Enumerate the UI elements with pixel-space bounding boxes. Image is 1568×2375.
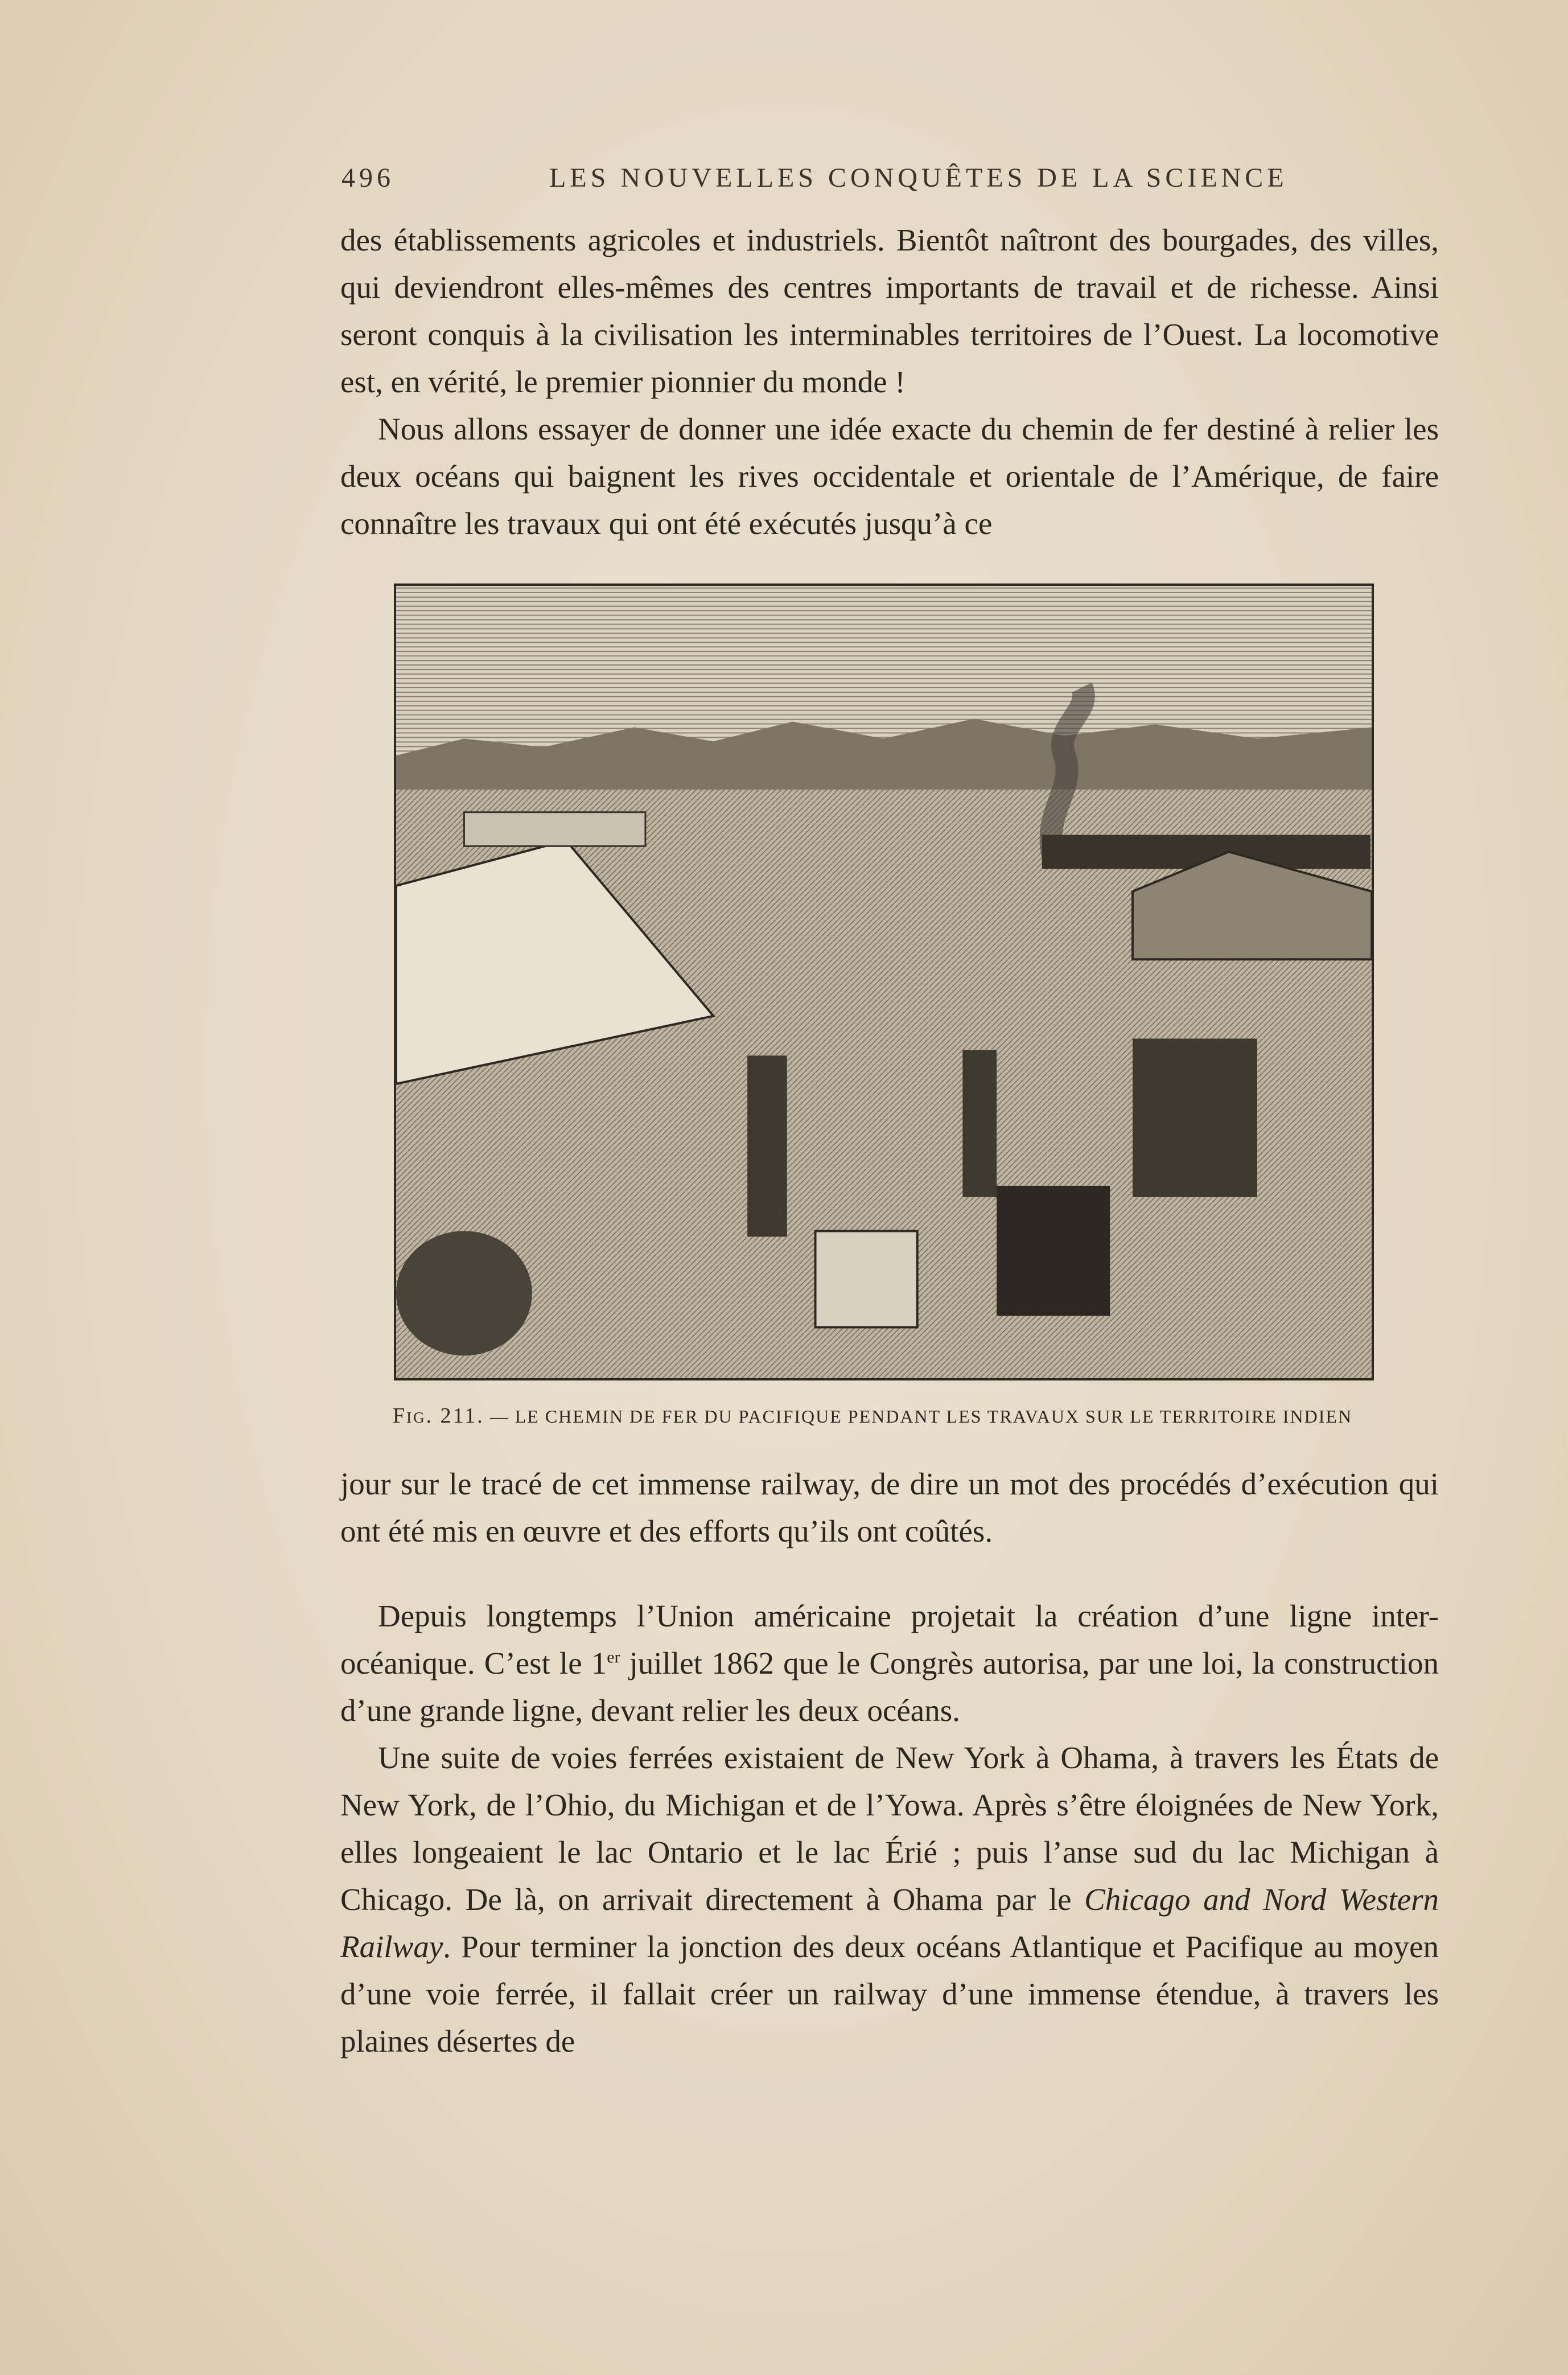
railway-name: Chicago and Nord Western Railway bbox=[340, 1882, 1439, 1964]
top-text-block bbox=[340, 216, 1439, 547]
barrels bbox=[396, 1231, 532, 1355]
workers bbox=[1133, 1038, 1257, 1197]
figure-group bbox=[962, 1050, 997, 1197]
running-head bbox=[341, 162, 1440, 202]
paragraph-1: des établissements agricoles et industriels. Bientôt naîtront des bourgades, des villes, qui deviendront elles-mêmes des centres importants de travail et de richesse. Ainsi seront conquis à la civilisation les interminables territoires de l’Ouest. La locomotive est, en vérité, le premier pionnier du monde ! bbox=[340, 223, 1439, 399]
superscript-er: er bbox=[607, 1647, 620, 1667]
paragraph-5-part-1: Une suite de voies ferrées existaient de New York à Ohama, à travers les États de New York, de l’Ohio, du Michigan et de l’Yowa. Après s’être éloignées de New York, elles longeaient le lac Ontario et le lac Érié ; puis l’anse sud du lac Michigan à Chicago. De là, on arrivait directement à Ohama par le bbox=[340, 1740, 1439, 1917]
paragraph-4 bbox=[340, 1592, 1439, 1734]
engraving-drawing bbox=[396, 586, 1372, 1378]
figure-caption-text: — LE CHEMIN DE FER DU PACIFIQUE PENDANT LES TRAVAUX SUR LE TERRITOIRE INDIEN bbox=[484, 1406, 1353, 1427]
crate bbox=[816, 1231, 917, 1327]
wagons bbox=[464, 812, 645, 847]
paragraph-3: jour sur le tracé de cet immense railway, de dire un mot des procédés d’exécution qui ont été mis en œuvre et des efforts qu’ils ont coûtés. bbox=[340, 1466, 1439, 1548]
paragraph-4-part-1: Depuis longtemps l’Union américaine projetait la création d’une ligne inter-océanique. C’est le 1 bbox=[340, 1599, 1439, 1680]
paragraph-5-part-2: . Pour terminer la jonction des deux océans Atlantique et Pacifique au moyen d’une voie ferrée, il fallait créer un railway d’une immense étendue, à travers les plaines désertes de bbox=[340, 1929, 1439, 2058]
figure-caption bbox=[393, 1403, 1434, 1428]
engraving-illustration bbox=[394, 584, 1374, 1380]
lower-text-block bbox=[340, 1460, 1439, 2065]
paragraph-gap bbox=[340, 1555, 1439, 1592]
figure-standing bbox=[747, 1055, 787, 1236]
figure-label: Fig. 211. bbox=[393, 1404, 484, 1428]
running-title: LES NOUVELLES CONQUÊTES DE LA SCIENCE bbox=[549, 163, 1288, 193]
page-number: 496 bbox=[341, 163, 394, 193]
seated-figure bbox=[997, 1186, 1110, 1316]
paragraph-5 bbox=[340, 1734, 1439, 2065]
paragraph-4-part-2: juillet 1862 que le Congrès autorisa, par une loi, la construction d’une grande ligne, devant relier les deux océans. bbox=[340, 1646, 1439, 1728]
paragraph-2: Nous allons essayer de donner une idée exacte du chemin de fer destiné à relier les deux océans qui baignent les rives occidentale et orientale de l’Amérique, de faire connaître les travaux qui ont été exécutés jusqu’à ce bbox=[340, 412, 1439, 541]
